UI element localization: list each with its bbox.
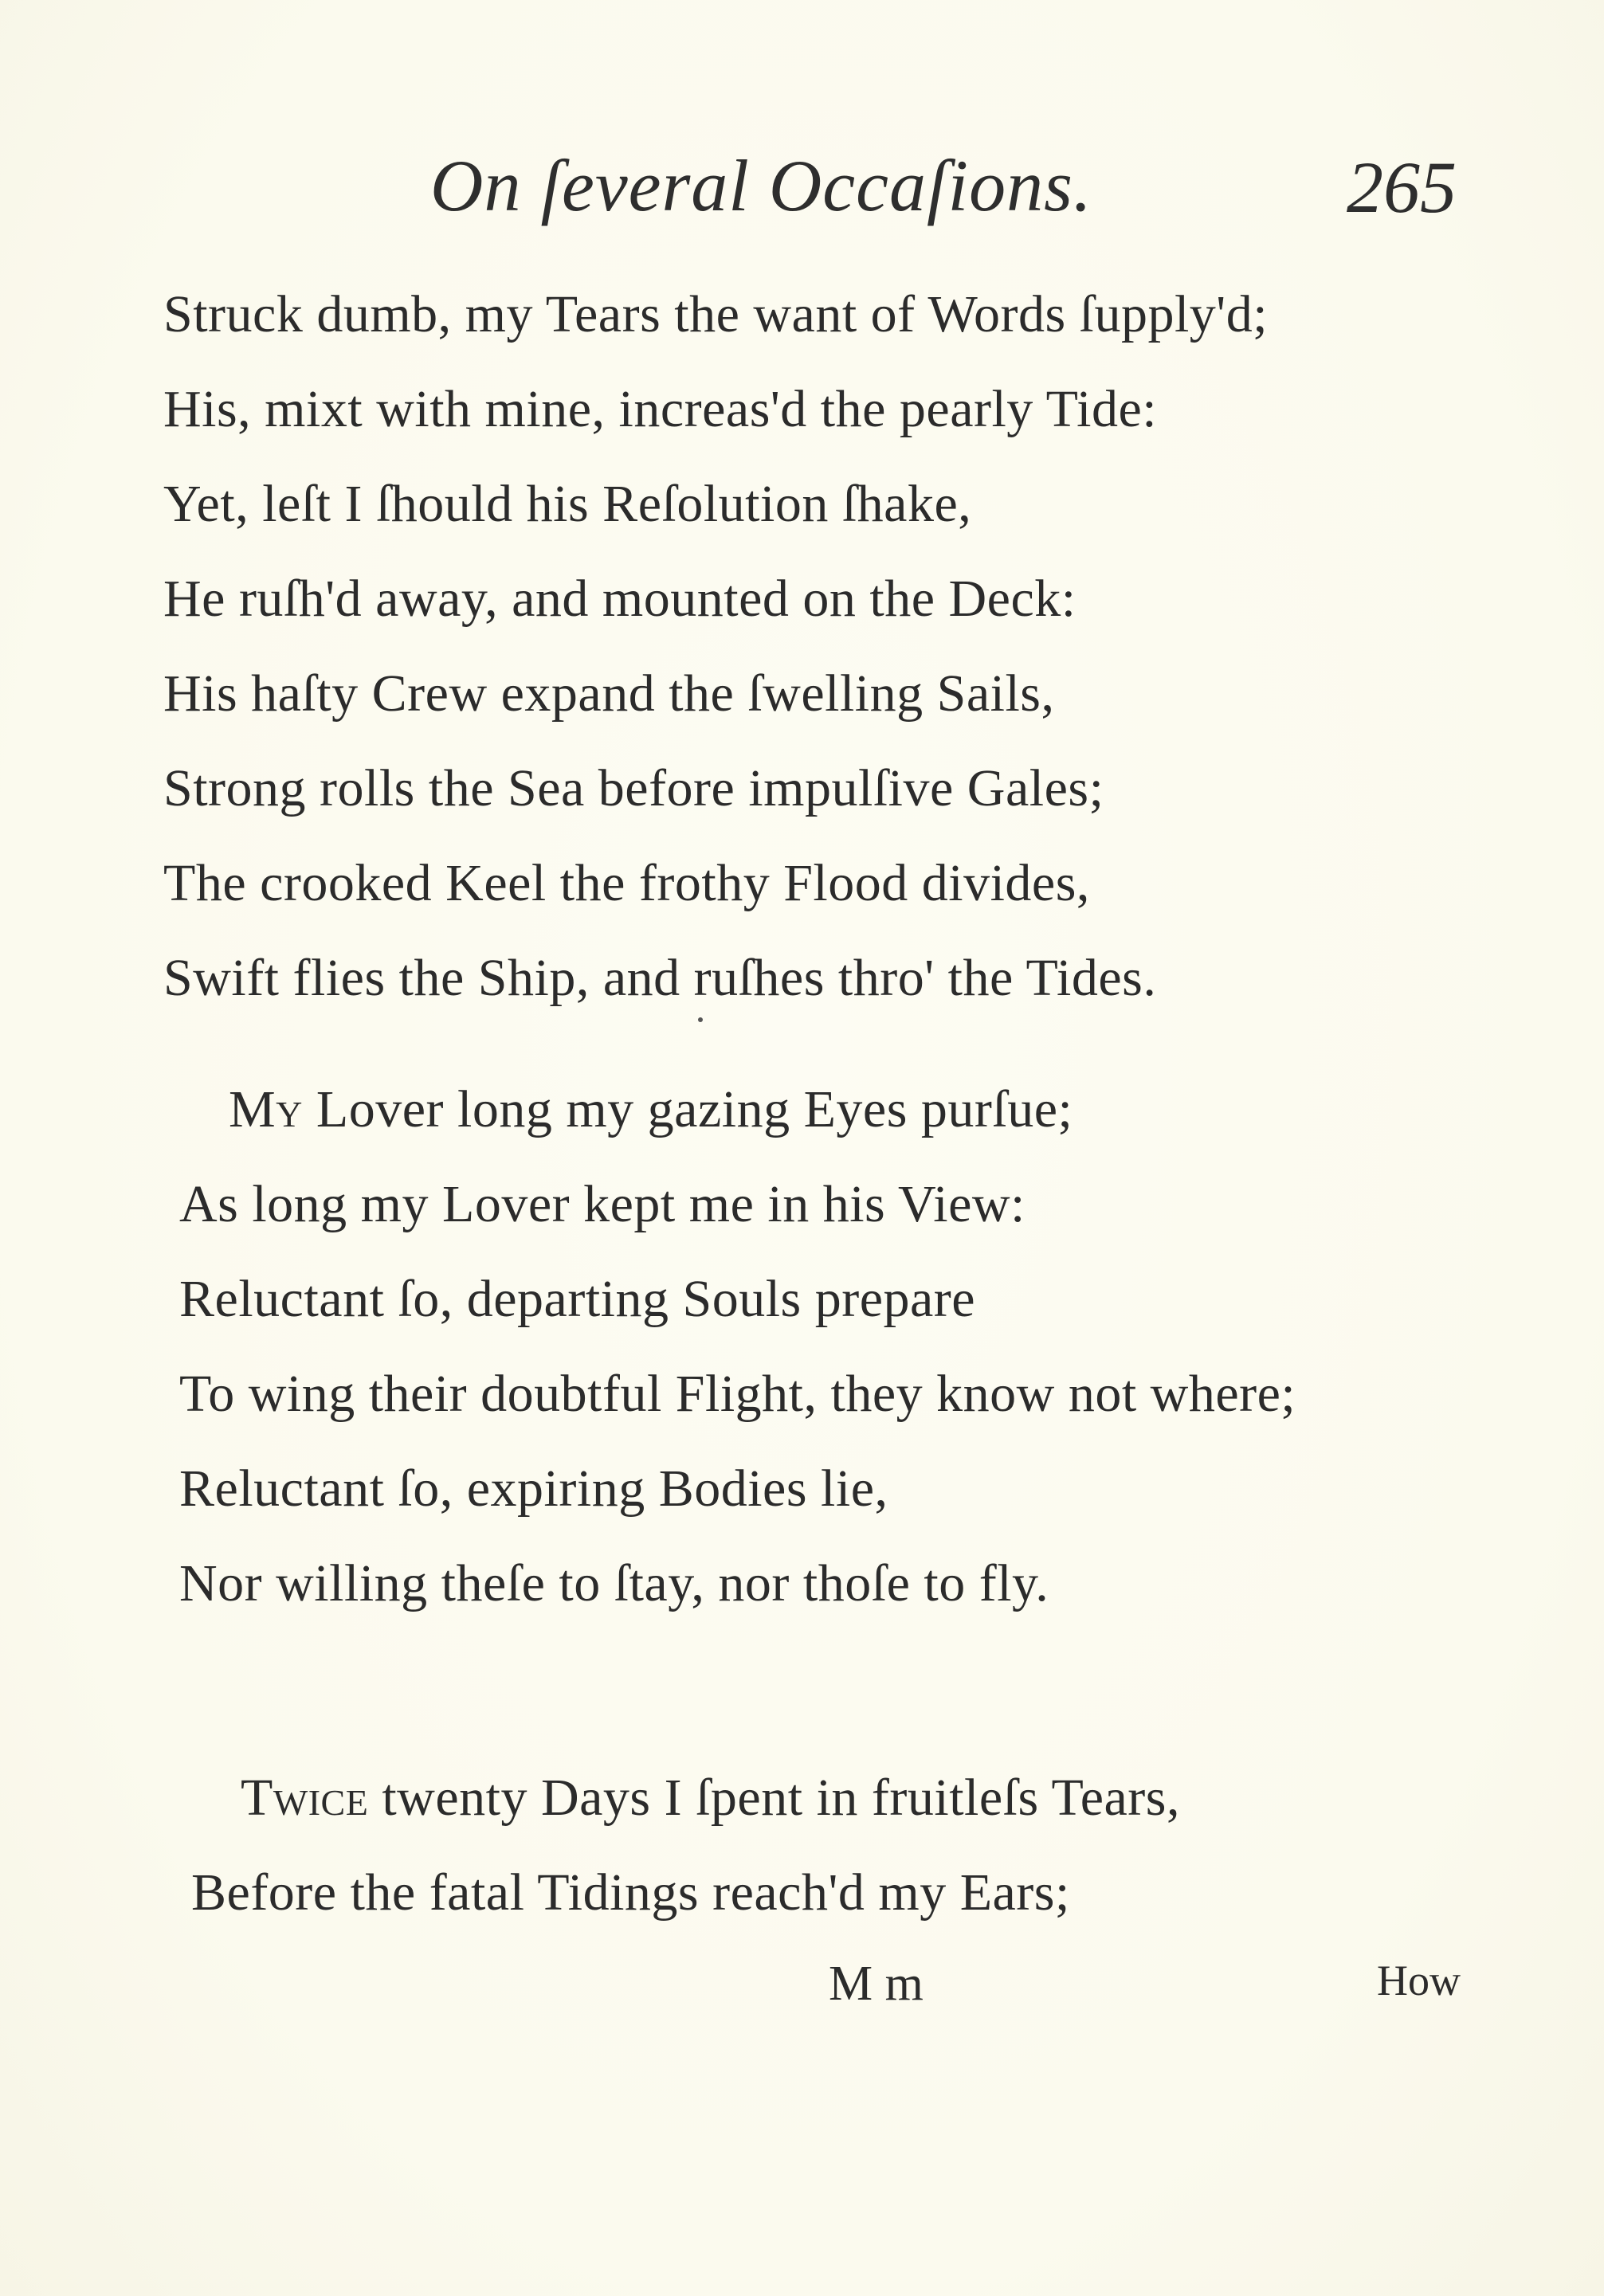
- stanza-2: [179, 1062, 1534, 1631]
- verse-line: Reluctant ſo, expiring Bodies lie,: [179, 1459, 888, 1518]
- verse-line: As long my Lover kept me in his View:: [179, 1175, 1026, 1233]
- running-title: On ſeveral Occaſions.: [430, 145, 1092, 226]
- signature-mark: M m: [829, 1957, 924, 2011]
- page-footer: [0, 1956, 1604, 2028]
- verse-line-rest: Lover long my gazing Eyes purſue;: [302, 1080, 1073, 1138]
- verse-line: He ruſh'd away, and mounted on the Deck:: [163, 570, 1077, 628]
- page-number: 265: [1347, 147, 1457, 228]
- verse-line: Nor willing theſe to ſtay, nor thoſe to fly.: [179, 1554, 1049, 1612]
- verse-line: [179, 1062, 1534, 1157]
- stanza-3: [191, 1750, 1546, 1940]
- verse-line-rest: twenty Days I ſpent in fruitleſs Tears,: [368, 1769, 1180, 1827]
- stanza-1: [163, 267, 1518, 1025]
- stanza-initial-word: My: [229, 1080, 303, 1138]
- verse-line: Struck dumb, my Tears the want of Words ſupply'd;: [163, 285, 1269, 343]
- verse-line: His haſty Crew expand the ſwelling Sails,: [163, 664, 1055, 723]
- verse-line: Before the fatal Tidings reach'd my Ears;: [191, 1863, 1070, 1922]
- verse-line: Reluctant ſo, departing Souls prepare: [179, 1270, 976, 1328]
- catchword: How: [1377, 1957, 1461, 2004]
- verse-line: Yet, leſt I ſhould his Reſolution ſhake,: [163, 475, 972, 533]
- verse-line: His, mixt with mine, increas'd the pearly Tide:: [163, 380, 1158, 438]
- verse-line: [191, 1750, 1546, 1845]
- verse-line: Swift flies the Ship, and ruſhes thro' the Tides.: [163, 949, 1157, 1007]
- verse-line: The crooked Keel the frothy Flood divides,: [163, 854, 1090, 912]
- ink-speck: [698, 1017, 703, 1022]
- verse-line: Strong rolls the Sea before impulſive Gales;: [163, 759, 1104, 817]
- verse-line: To wing their doubtful Flight, they know not where;: [179, 1365, 1296, 1423]
- stanza-initial-word: Twice: [241, 1769, 369, 1827]
